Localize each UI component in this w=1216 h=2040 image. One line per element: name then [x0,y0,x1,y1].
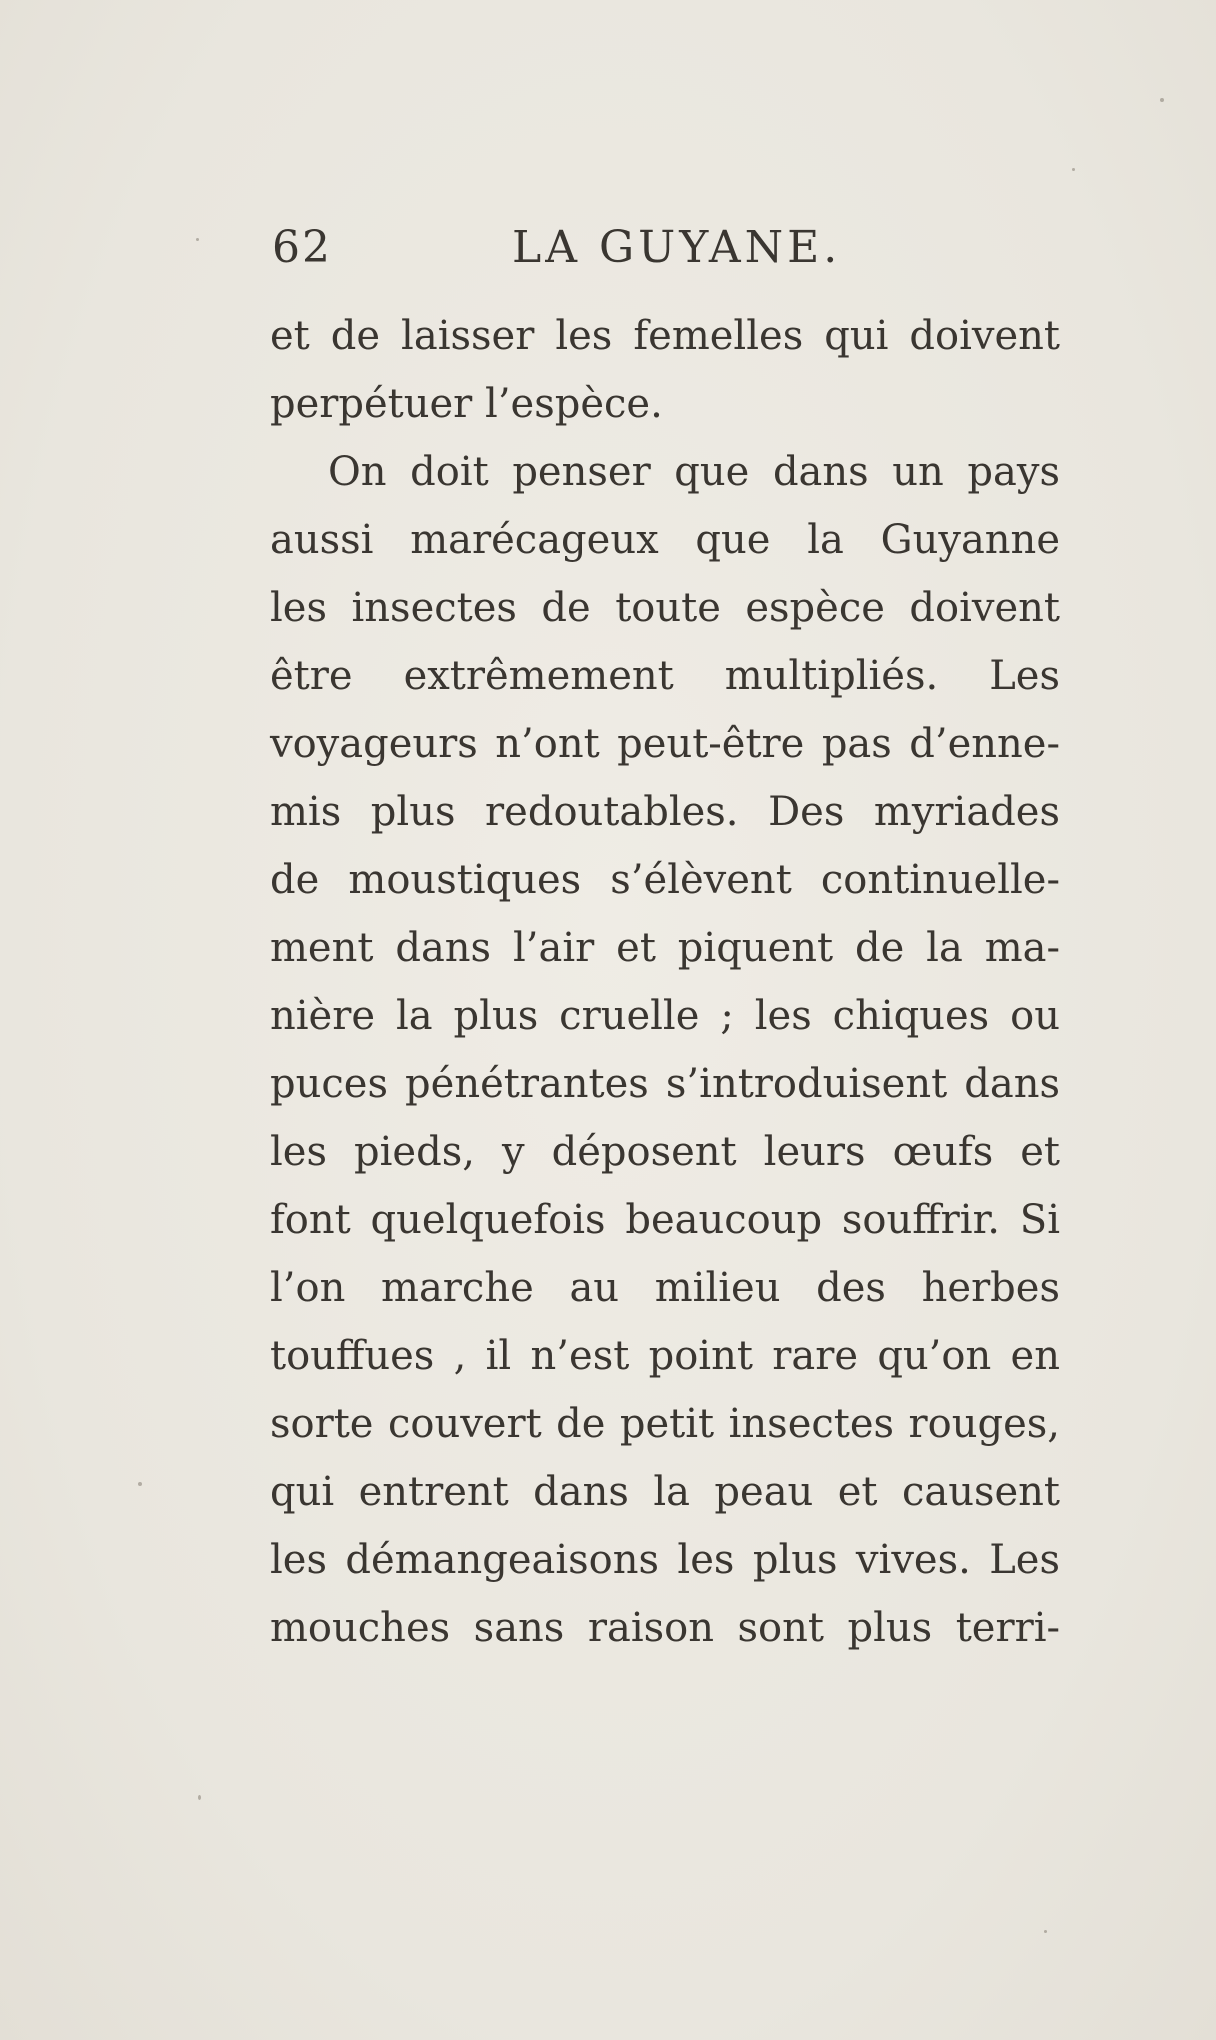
paper-speck [198,1795,201,1800]
body-text [270,302,1060,1662]
text-line: touffues , il n’est point rare qu’on en [270,1333,1060,1379]
text-line: l’on marche au milieu des herbes [270,1265,1060,1311]
text-line: voyageurs n’ont peut-être pas d’enne- [270,721,1060,767]
text-line: qui entrent dans la peau et causent [270,1469,1060,1515]
text-line: puces pénétrantes s’introduisent dans [270,1061,1060,1107]
page-number: 62 [272,222,332,273]
text-line: être extrêmement multipliés. Les [270,653,1060,699]
text-line: sorte couvert de petit insectes rouges, [270,1401,1060,1447]
page-header [272,222,1062,282]
running-title: LA GUYANE. [512,222,842,273]
paper-speck [196,238,199,241]
text-line: On doit penser que dans un pays [328,449,1060,495]
text-line: nière la plus cruelle ; les chiques ou [270,993,1060,1039]
paper-speck [1160,98,1164,102]
paper-speck [1072,168,1075,171]
text-line: perpétuer l’espèce. [270,381,663,427]
text-line: ment dans l’air et piquent de la ma- [270,925,1060,971]
text-line: mouches sans raison sont plus terri- [270,1605,1060,1651]
text-line: font quelquefois beaucoup souffrir. Si [270,1197,1060,1243]
text-line: les démangeaisons les plus vives. Les [270,1537,1060,1583]
paper-speck [138,1482,142,1486]
text-line: les pieds, y déposent leurs œufs et [270,1129,1060,1175]
text-line: mis plus redoutables. Des myriades [270,789,1060,835]
text-line: et de laisser les femelles qui doivent [270,313,1060,359]
text-line: aussi marécageux que la Guyanne [270,517,1060,563]
text-line: les insectes de toute espèce doivent [270,585,1060,631]
paper-speck [1044,1930,1047,1933]
text-line: de moustiques s’élèvent continuelle- [270,857,1060,903]
